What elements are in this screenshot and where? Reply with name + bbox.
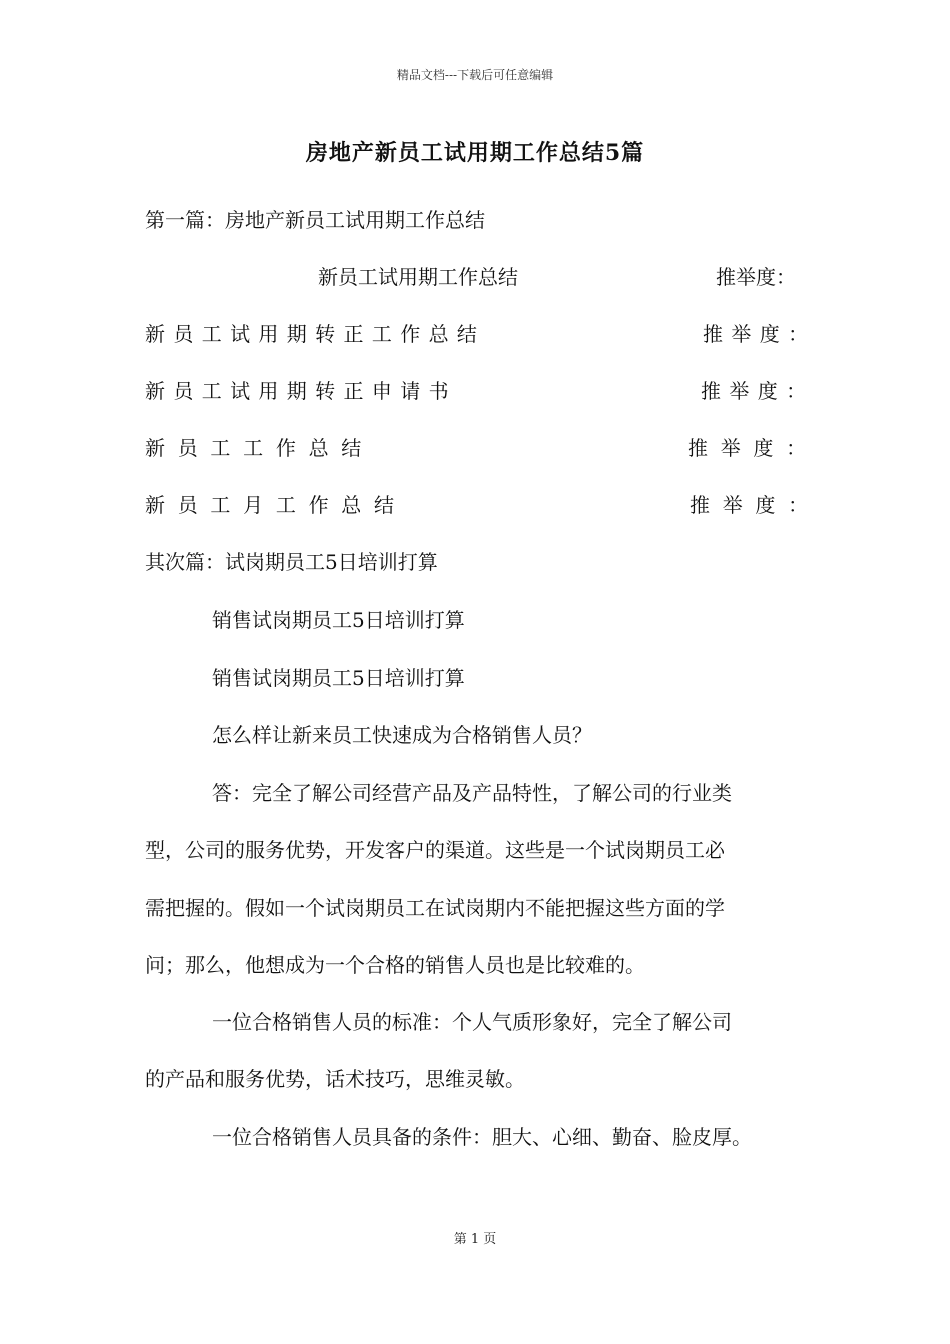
document-title: 房地产新员工试用期工作总结5篇 (305, 140, 645, 166)
answer-line-3: 需把握的。假如一个试岗期员工在试岗期内不能把握这些方面的学 (145, 896, 725, 920)
recommend-row-3-label: 推 举 度 ： (701, 379, 808, 403)
recommend-row-4-label: 推 举 度 ： (688, 436, 807, 460)
section2-heading: 其次篇：试岗期员工5日培训打算 (145, 550, 438, 574)
page-number: 第 1 页 (453, 1232, 497, 1247)
answer-line-1: 答：完全了解公司经营产品及产品特性，了解公司的行业类 (212, 781, 732, 805)
recommend-row-2-label: 推 举 度 ： (703, 322, 810, 346)
recommend-row-5-label: 推 举 度 ： (690, 493, 809, 517)
section2-sub2: 销售试岗期员工5日培训打算 (212, 666, 465, 690)
recommend-row-5-title: 新 员 工 月 工 作 总 结 (145, 493, 395, 517)
recommend-row-1-label: 推举度： (716, 265, 796, 289)
section2-question: 怎么样让新来员工快速成为合格销售人员？ (212, 723, 592, 747)
standard-line-1: 一位合格销售人员的标准：个人气质形象好，完全了解公司 (212, 1010, 732, 1034)
recommend-row-3-title: 新 员 工 试 用 期 转 正 申 请 书 (145, 379, 450, 403)
answer-line-2: 型，公司的服务优势，开发客户的渠道。这些是一个试岗期员工必 (145, 838, 725, 862)
recommend-row-2-title: 新 员 工 试 用 期 转 正 工 作 总 结 (145, 322, 478, 346)
recommend-row-1-title: 新员工试用期工作总结 (318, 265, 518, 289)
recommend-row-4-title: 新 员 工 工 作 总 结 (145, 436, 362, 460)
document-header: 精品文档---下载后可任意编辑 (396, 68, 554, 82)
section1-heading: 第一篇：房地产新员工试用期工作总结 (145, 208, 485, 232)
section2-sub1: 销售试岗期员工5日培训打算 (212, 608, 465, 632)
answer-line-4: 问；那么，他想成为一个合格的销售人员也是比较难的。 (145, 953, 645, 977)
standard-line-2: 的产品和服务优势，话术技巧，思维灵敏。 (145, 1067, 525, 1091)
conditions-line: 一位合格销售人员具备的条件：胆大、心细、勤奋、脸皮厚。 (212, 1125, 752, 1149)
